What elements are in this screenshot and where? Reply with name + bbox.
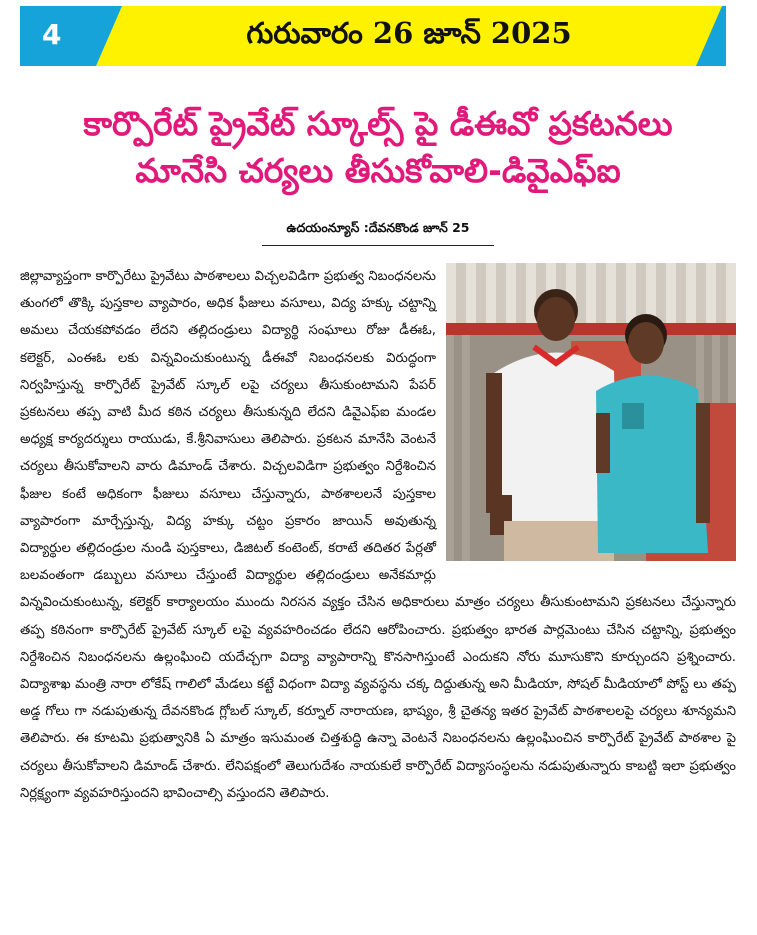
article-headline bbox=[20, 100, 736, 194]
headline-line-2: మానేసి చర్యలు తీసుకోవాలి-డివైఎఫ్ఐ bbox=[135, 151, 621, 190]
issue-date: గురువారం 26 జూన్ 2025 bbox=[246, 16, 572, 50]
page-header bbox=[20, 6, 726, 66]
photo-of-two-men-icon bbox=[446, 263, 736, 561]
page-number: 4 bbox=[42, 18, 62, 51]
article-photo bbox=[446, 263, 736, 561]
article-body bbox=[20, 263, 736, 807]
article-source-dateline: ఉదయంన్యూస్ :దేవనకొండ జూన్ 25 bbox=[262, 220, 494, 246]
article-body-text: జిల్లావ్యాప్తంగా కార్పొరేటు ప్రైవేటు పాఠశాలలు విచ్చలవిడిగా ప్రభుత్వ నిబంధనలను తుంగలో తొక్కి పుస్తకాల వ్యాపారం, అధిక ఫీజులు వసూలు, విద్య హక్కు చట్టాన్ని అమలు చేయకపోవడం లేదని తల్లిదండ్రులు విద్యార్థి సంఘాలు రోజు డీఈఓ, కలెక్టర్, ఎంఈఓ లకు విన్నవించుకుంటున్న డీఈవో నిబంధనలకు విరుద్ధంగా నిర్వహిస్తున్న కార్పొరేట్ ప్రైవేట్ స్కూల్ లపై చర్యలు తీసుకుంటామని పేపర్ ప్రకటనలు తప్ప వాటి మీద కఠిన చర్యలు తీసుకున్నది లేదని డివైఎఫ్ఐ మండల అధ్యక్ష కార్యదర్శులు రాయుడు, కే.శ్రీనివాసులు తెలిపారు. ప్రకటన మానేసి వెంటనే చర్యలు తీసుకోవాలని వారు డిమాండ్ చేశారు. విచ్చలవిడిగా ప్రభుత్వం నిర్దేశించిన ఫీజుల కంటే అధికంగా ఫీజులు వసూలు చేస్తున్నారు, పాఠశాలలనే పుస్తకాల వ్యాపారంగా మార్చేస్తున్న, విద్య హక్కు చట్టం ప్రకారం జాయిన్ అవుతున్న విద్యార్థుల తల్లిదండ్రుల నుండి పుస్తకాలు, డిజిటల్ కంటెంట్, కరాటే తదితర పేర్లతో బలవంతంగా డబ్బులు వసూలు చేస్తుంటే విద్యార్థుల తల్లిదండ్రులు అనేకమార్లు విన్నవించుకుంటున్న, కలెక్టర్ కార్యాలయం ముందు నిరసన వ్యక్తం చేసిన అధికారులు మాత్రం చర్యలు తీసుకుంటామని ప్రకటనలు చేస్తున్నారు తప్ప కఠినంగా కార్పొరేట్ ప్రైవేట్ స్కూల్ లపై వ్యవహరించడం లేదని ఆరోపించారు. ప్రభుత్వం భారత పార్లమెంటు చేసిన చట్టాన్ని, ప్రభుత్వం నిర్దేశించిన నిబంధనలను ఉల్లంఘించి యదేచ్చగా విద్యా వ్యాపారాన్ని కొనసాగిస్తుంటే ఎందుకని నోరు మూసుకొని కూర్చుందని ప్రశ్నించారు. విద్యాశాఖ మంత్రి నారా లోకేష్ గాలిలో మేడలు కట్టే విధంగా విద్యా వ్యవస్థను చక్క దిద్దుతున్న అని మీడియా, సోషల్ మీడియాలో పోస్ట్ లు తప్ప అడ్డ గోలు గా నడుపుతున్న దేవనకొండ గ్లోబల్ స్కూల్, కర్నూల్ నారాయణ, భాష్యం, శ్రీ చైతన్య ఇతర ప్రైవేట్ పాఠశాలలపై చర్యలు శూన్యమని తెలిపారు. ఈ కూటమి ప్రభుత్వానికి ఏ మాత్రం ఇసుమంత చిత్తశుద్ధి ఉన్నా వెంటనే నిబంధనలను ఉల్లంఘించిన కార్పొరేట్ ప్రైవేట్ పాఠశాల పై చర్యలు తీసుకోవాలని డిమాండ్ చేశారు. లేనిపక్షంలో తెలుగుదేశం నాయకులే కార్పొరేట్ విద్యాసంస్థలను నడుపుతున్నారు కాబట్టి ఇలా ప్రభుత్వం నిర్లక్ష్యంగా వ్యవహరిస్తుందని భావించాల్సి వస్తుందని తెలిపారు. bbox=[20, 269, 736, 801]
headline-line-1: కార్పొరేట్ ప్రైవేట్ స్కూల్స్ పై డీఈవో ప్రకటనలు bbox=[83, 104, 673, 143]
